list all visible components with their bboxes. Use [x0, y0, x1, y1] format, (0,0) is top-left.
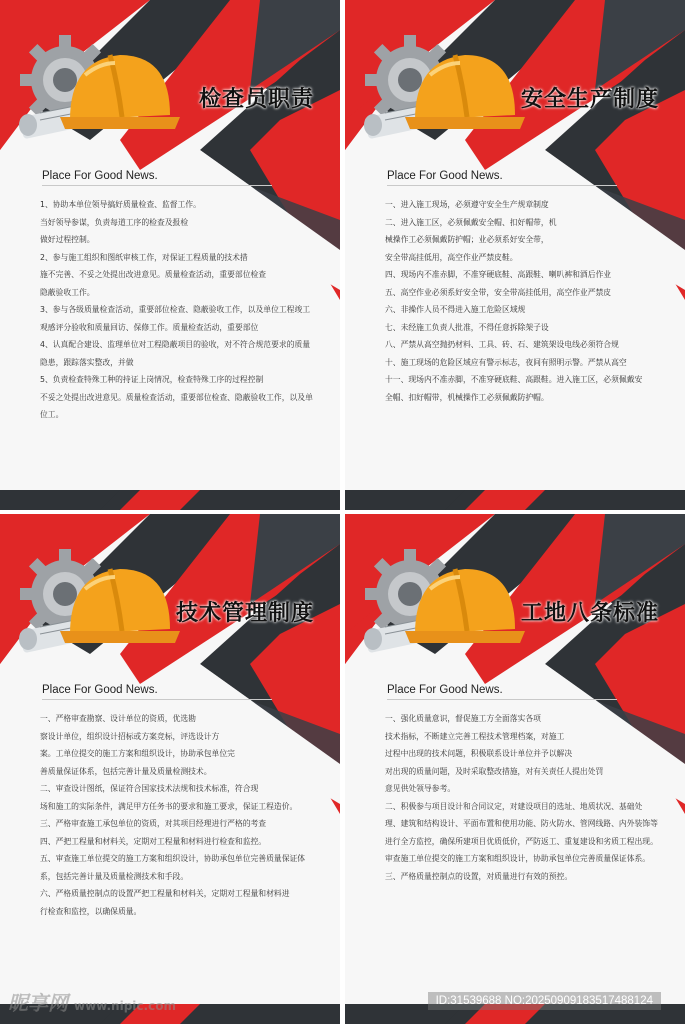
construction-icon-cluster — [10, 539, 180, 659]
board-site-standards — [345, 514, 685, 1024]
content-line: 4、认真配合建设、监理单位对工程隐蔽项目的验收，对不符合规范要求的质量 — [40, 340, 311, 349]
content-line: 六、非操作人员不得进入施工危险区域规 — [385, 305, 526, 314]
construction-icon-cluster — [355, 25, 525, 145]
tagline: Place For Good News. — [42, 170, 272, 186]
content-line: 安全带高挂低用，高空作业严禁皮鞋。 — [385, 252, 518, 262]
content-line: 进行全方监控，确保所建项目优质低价，严防返工、重复建设和劣质工程出现。 — [385, 836, 658, 846]
content-line: 系，包括完善计量及质量检测技术和手段。 — [40, 871, 189, 881]
content-line: 五、高空作业必须系好安全带，安全带高挂低用，高空作业严禁皮 — [385, 287, 612, 297]
content-list — [385, 710, 661, 984]
content-line: 十一、现场内不准赤脚，不准穿硬底鞋、高跟鞋。进入施工区，必须佩戴安 — [385, 375, 643, 384]
content-line: 六、严格质量控制点的设置严把工程量和材料关，定期对工程量和材料进 — [40, 889, 290, 898]
content-line: 行检查和监控，以确保质量。 — [40, 906, 142, 916]
content-line: 二、积极参与项目设计和合同议定，对建设项目的选址、地质状况、基础处 — [385, 801, 643, 811]
content-list — [40, 196, 316, 470]
tagline: Place For Good News. — [387, 684, 617, 700]
content-line: 对出现的质量问题，及时采取整改措施，对有关责任人提出处罚 — [385, 766, 604, 776]
content-line: 案。工单位提交的施工方案和组织设计，协助承包单位完 — [40, 749, 235, 758]
content-list — [385, 196, 661, 470]
tagline: Place For Good News. — [387, 170, 617, 186]
board-tech-management — [0, 514, 340, 1024]
content-line: 八、严禁从高空抛扔材料、工具、砖、石、建筑架设电线必须符合规 — [385, 340, 619, 349]
content-line: 理、建筑和结构设计、平面布置和使用功能、防火防水、管网线路、内外装饰等 — [385, 819, 658, 828]
content-line: 二、进入施工区，必须佩戴安全帽、扣好帽带，机 — [385, 217, 557, 227]
content-line: 隐患，跟踪落实整改，并做 — [40, 357, 134, 367]
content-line: 善质量保证体系，包括完善计量及质量检测技术。 — [40, 766, 212, 776]
content-line: 全帽、扣好帽带，机械操作工必须佩戴防护帽。 — [385, 392, 549, 402]
content-line: 审查施工单位提交的施工方案和组织设计，协助承包单位完善质量保证体系。 — [385, 854, 651, 863]
content-line: 位工。 — [40, 410, 64, 419]
board-title: 技术管理制度 — [175, 601, 314, 626]
content-line: 施不完善、不妥之处提出改进意见。质量检查活动，重要部位检查 — [40, 270, 267, 279]
content-line: 一、严格审查勘察、设计单位的资质，优选勘 — [40, 714, 196, 723]
content-line: 不妥之处提出改进意见。质量检查活动，重要部位检查、隐蔽验收工作，以及单 — [40, 392, 313, 402]
content-line: 做好过程控制。 — [40, 235, 95, 244]
board-safety-rules — [345, 0, 685, 510]
content-line: 场和施工的实际条件，满足甲方任务书的要求和施工要求，保证工程造价。 — [40, 801, 298, 811]
content-line: 察设计单位，组织设计招标或方案竞标，评选设计方 — [40, 731, 220, 741]
board-title: 工地八条标准 — [520, 601, 659, 626]
content-line: 四、严把工程量和材料关，定期对工程量和材料进行检查和监控。 — [40, 836, 267, 846]
content-line: 三、严格审查施工承包单位的资质，对其项目经理进行严格的考查 — [40, 819, 267, 828]
tagline: Place For Good News. — [42, 684, 272, 700]
board-title: 检查员职责 — [198, 87, 314, 112]
construction-icon-cluster — [355, 539, 525, 659]
content-line: 隐蔽验收工作。 — [40, 287, 95, 297]
content-list — [40, 710, 316, 984]
content-line: 观感评分验收和质量回访、保修工作。质量检查活动，重要部位 — [40, 322, 259, 332]
watermark-logo-text: 昵享网 — [8, 991, 68, 1015]
content-line: 1、协助本单位领导搞好质量检查、监督工作。 — [40, 200, 201, 209]
watermark-url: www.nipic.com — [74, 999, 176, 1013]
content-line: 5、负责检查特殊工种的持证上岗情况，检查特殊工序的过程控制 — [40, 375, 264, 384]
content-line: 2、参与施工组织和图纸审核工作，对保证工程质量的技术措 — [40, 252, 248, 262]
content-line: 一、强化质量意识，督促施工方全面落实各项 — [385, 714, 541, 723]
board-inspector-duties — [0, 0, 340, 510]
content-line: 三、严格质量控制点的设置，对质量进行有效的预控。 — [385, 871, 573, 881]
content-line: 过程中出现的技术问题，积极联系设计单位并予以解决 — [385, 749, 573, 758]
construction-icon-cluster — [10, 25, 180, 145]
content-line: 七、未经施工负责人批准，不得任意拆除架子设 — [385, 322, 549, 332]
watermark-logo — [8, 987, 176, 1016]
content-line: 3、参与各级质量检查活动，重要部位检查、隐蔽验收工作，以及单位工程竣工 — [40, 305, 311, 314]
content-line: 意见供处领导参考。 — [385, 784, 456, 793]
watermark-id: ID:31539688 NO:20250909183517488124 — [428, 992, 661, 1010]
board-title: 安全生产制度 — [520, 87, 659, 112]
content-line: 一、进入施工现场，必须遵守安全生产规章制度 — [385, 200, 549, 209]
content-line: 技术指标，不断建立完善工程技术管理档案，对施工 — [385, 731, 565, 741]
content-line: 十、施工现场的危险区域应有警示标志，夜间有照明示警。严禁从高空 — [385, 357, 627, 367]
content-line: 械操作工必须佩戴防护帽；业必须系好安全带， — [385, 235, 549, 244]
content-line: 二、审查设计图纸，保证符合国家技术法规和技术标准，符合现 — [40, 784, 259, 793]
content-line: 当好领导参谋，负责每道工序的检查及报检 — [40, 217, 189, 227]
content-line: 五、审查施工单位提交的施工方案和组织设计，协助承包单位完善质量保证体 — [40, 854, 306, 863]
content-line: 四、现场内不准赤脚，不准穿硬底鞋、高跟鞋、喇叭裤和酒后作业 — [385, 270, 612, 279]
